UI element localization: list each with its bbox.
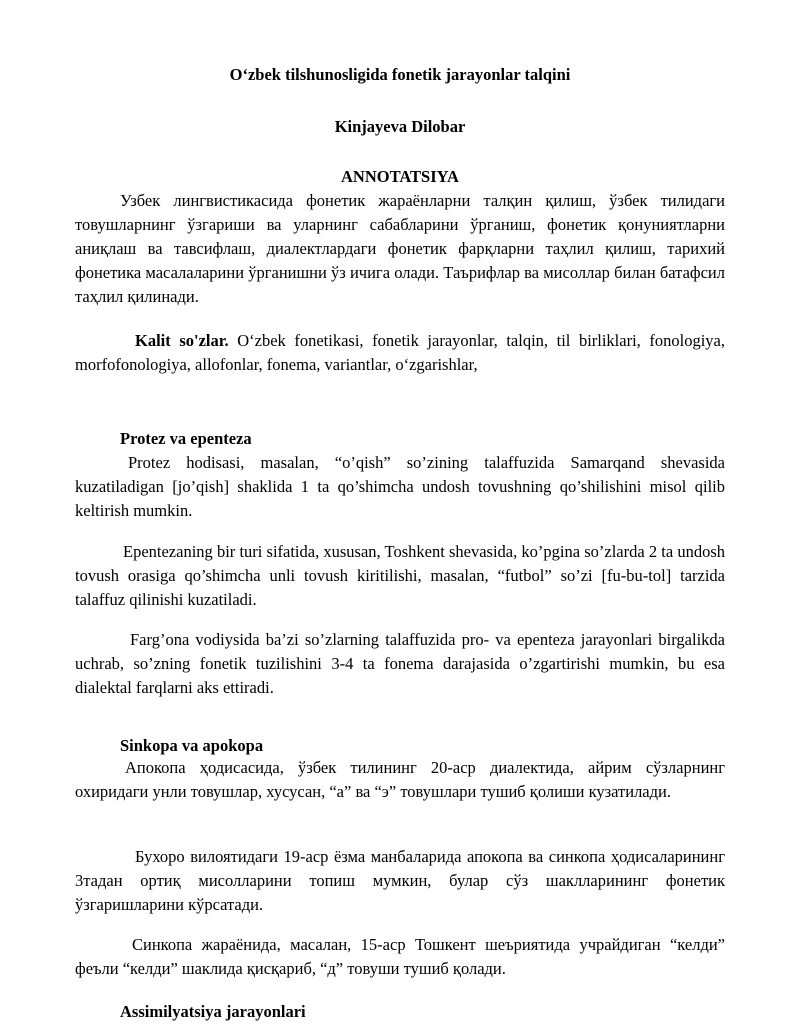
protez-paragraph-1: Protez hodisasi, masalan, “o’qish” so’zining talaffuzida Samarqand shevasida kuzatiladigan [jo’qish] shaklida 1 ta qo’shimcha undosh tovushning qo’shilishini misol qilib keltirish mumkin. <box>75 453 725 520</box>
author-name: Kinjayeva Dilobar <box>334 117 466 136</box>
annotation-heading: ANNOTATSIYA <box>341 167 459 186</box>
annotation-paragraph: Узбек лингвистикасида фонетик жараёнларни талқин қилиш, ўзбек тилидаги товушларнинг ўзгариши ва уларнинг сабабларини ўрганиш, фонетик қонуниятларни аниқлаш ва тавсифлаш, диалектлардаги фонетик фарқларни таҳлил қилиш, тарихий фонетика масалаларини ўрганишни ўз ичига олади. Таърифлар ва мисоллар билан батафсил таҳлил қилинади. <box>75 191 725 306</box>
section-heading-protez: Protez va epenteza <box>120 429 252 448</box>
keywords-label: Kalit so'zlar. <box>135 331 229 350</box>
section-heading-sinkopa: Sinkopa va apokopa <box>120 736 264 755</box>
protez-paragraph-2: Epentezaning bir turi sifatida, xususan, Toshkent shevasida, ko’pgina so’zlarda 2 ta undosh tovush orasiga qo’shimcha unli tovush kiritilishi, masalan, “futbol” so’zi [fu-bu-tol] tarzida talaffuz qilinishi kuzatiladi. <box>75 542 725 609</box>
sinkopa-paragraph-2: Бухоро вилоятидаги 19-аср ёзма манбаларида апокопа ва синкопа ҳодисаларининг 3тадан ортиқ мисолларини топиш мумкин, булар сўз шаклларининг фонетик ўзгаришларини кўрсатади. <box>75 847 725 914</box>
sinkopa-paragraph-3: Синкопа жараёнида, масалан, 15-аср Тошкент шеъриятида учрайдиган “келди” феъли “келди” шаклида қисқариб, “д” товуши тушиб қолади. <box>75 935 725 978</box>
section-heading-assimilyatsiya: Assimilyatsiya jarayonlari <box>120 1002 306 1021</box>
document-title: Oʻzbek tilshunosligida fonetik jarayonlar talqini <box>229 65 571 84</box>
sinkopa-paragraph-1: Апокопа ҳодисасида, ўзбек тилининг 20-аср диалектида, айрим сўзларнинг охиридаги унли товушлар, хусусан, “а” ва “э” товушлари тушиб қолиши кузатилади. <box>75 758 725 801</box>
keywords-paragraph <box>75 329 725 377</box>
protez-paragraph-3: Farg’ona vodiysida ba’zi so’zlarning talaffuzida pro- va epenteza jarayonlari birgalikda uchrab, so’zning fonetik tuzilishini 3-4 ta fonema darajasida o’zgartirishi mumkin, bu esa dialektal farqlarni aks ettiradi. <box>75 630 725 697</box>
keywords-text: Oʻzbek fonetikasi, fonetik jarayonlar, talqin, til birliklari, fonologiya, morfofonologiya, allofonlar, fonema, variantlar, oʻzgarishlar, <box>75 331 725 374</box>
